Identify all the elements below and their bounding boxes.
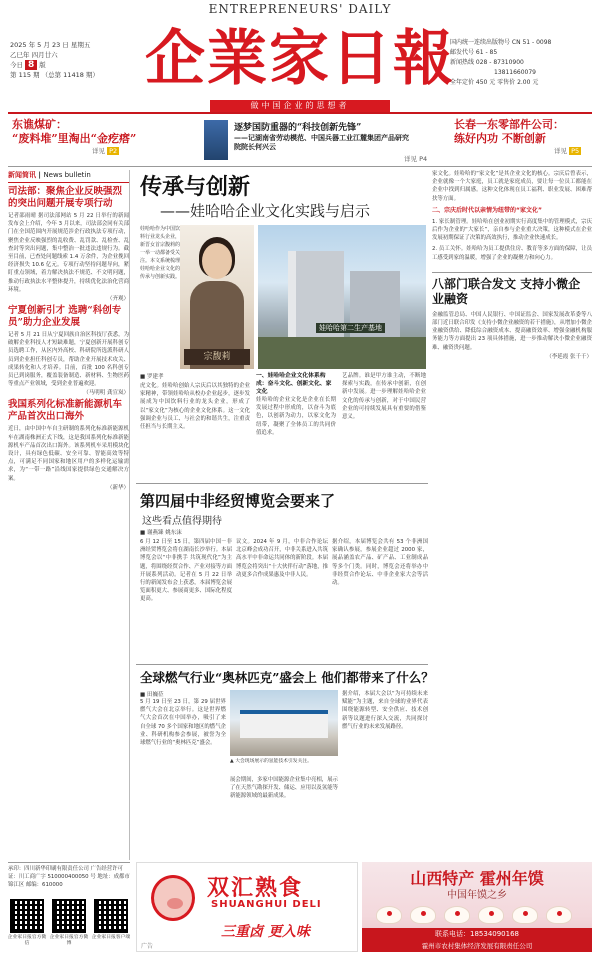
teaser-right[interactable]: [454, 118, 592, 166]
steamed-bun-icon: [410, 906, 436, 924]
teaser-right-line2: 练好内功 不断创新: [454, 132, 546, 145]
qr-label-2: 企业家日报官方微博: [49, 935, 89, 946]
ad-right-subtitle: 中国年馍之乡: [447, 890, 507, 901]
right-column: [432, 170, 592, 860]
ad-brand-name: 双汇熟食: [207, 875, 304, 901]
bulletin-3-body: 近日，由中国中车自主研制的系列化标准新能源机车在湖南株洲正式下线，这是我国系列化标准新能源机车产品首次出口海外。该系列机车采用模块化设计，具有绿色低碳、安全可靠、智能高效等特点，可满足不同国家和地区用户的多样化运输需求，为“一带一路”沿线国家提供绿色交通解决方案。: [8, 426, 129, 482]
teaser-right-tag: 详见 P5: [554, 147, 580, 155]
shuanghui-advertisement[interactable]: [136, 862, 358, 952]
ad-brand-english: SHUANGHUI DELI: [211, 899, 322, 910]
portrait-nameplate: 宗馥莉: [184, 349, 250, 365]
front-teasers: [8, 118, 592, 166]
gas-conference-title: 全球燃气行业“奥林匹克”盛会上 他们都带来了什么？: [140, 670, 434, 685]
masthead-rule: [8, 112, 592, 114]
steamed-bun-icon: [512, 906, 538, 924]
expo-story-title: 第四届中非经贸博览会要来了: [140, 492, 336, 510]
ad-slogan: 三重卤 更入味: [221, 924, 310, 940]
qr-label-1: 企业家日报官方微信: [7, 935, 47, 946]
lead-story-subtitle: ——娃哈哈企业文化实践与启示: [160, 202, 371, 220]
ad-label: 广告: [141, 943, 154, 950]
post-code: 邮发代号 61 - 85: [450, 49, 498, 56]
expo-story-subtitle: 这些看点值得期待: [142, 516, 222, 527]
sme-financing-title[interactable]: 八部门联合发文 支持小微企业融资: [432, 272, 592, 307]
lead-story-col-1: ■ 罗建孝 虎文化。娃哈哈创始人宗庆后以其独特的企业家精神，带领娃哈哈从校办企业起步，逐步发展成为中国饮料行业的龙头企业，形成了以“家文化”为核心的企业文化体系。这一文化强调企业与员工、与社会的和谐共生，注重责任担当与长期主义。: [140, 374, 250, 431]
right-body-3: 2. 员工关怀。娃哈哈为员工提供住房、教育等多方面的保障，让员工感受到家的温暖，增强了企业的凝聚力和向心力。: [432, 246, 592, 261]
expo-story-byline: ■ 谢燕臻 姚东沫: [140, 530, 182, 536]
footer-imprint: 承印：四川新华印刷有限责任公司 广告经营许可证：川工商广字 510000400050 号 地址：成都市锦江区 邮编：610000: [8, 866, 130, 889]
lunar-line: 乙巳年 四月廿六: [10, 51, 58, 59]
expo-story-col-3: 据介绍，本届博览会共有 53 个非洲国家确认参展，参展企业超过 2000 家，展品涵盖农产品、矿产品、工业制成品等多个门类。同时，博览会还将举办中非经贸合作论坛、中非企业家大会等活动。: [332, 539, 428, 587]
right-body-2: 1. 家长制管理。娃哈哈在创业初期实行高度集中的管理模式，宗庆后作为企业的“大家长”，亲自参与企业重大决策，这种模式在企业发展初期保证了决策的高效执行，推动企业快速成长。: [432, 218, 592, 242]
gas-conference-byline: ■ 田巍莅: [140, 692, 164, 698]
teaser-right-line1: 长春一东零部件公司：: [454, 118, 564, 131]
lead-story-building-photo: [258, 225, 426, 369]
news-bulletin-header: 新闻简讯 | News bulletin: [8, 170, 129, 183]
expo-story-headline[interactable]: [136, 483, 428, 527]
page-count-number: 8: [25, 60, 37, 70]
lead-story-subhead: 一、娃哈哈企业文化体系构成：奋斗文化、创新文化、家文化: [256, 373, 332, 395]
gas-conference-col-3: 据介绍，本届大会以“为可持续未来赋能”为主题，来自全球的业界代表围绕能源转型、安全供应、技术创新等议题进行深入交流，共同探讨燃气行业的未来发展路径。: [342, 691, 428, 730]
masthead-date-block: [10, 40, 99, 80]
qr-code-icon[interactable]: [94, 899, 128, 933]
masthead-publication-info: [450, 38, 590, 88]
ad-right-title: 山西特产 霍州年馍: [410, 869, 544, 888]
gas-conference-col-1: 5 月 19 日至 23 日，第 29 届世界燃气大会在北京举行。这是世界燃气大会首次在中国举办，吸引了来自全球 70 多个国家和地区的燃气企业、科研机构参会参展，被誉为全球燃气行业的“奥林匹克”盛会。: [140, 699, 226, 747]
teaser-left-line1: 东谯煤矿：: [12, 118, 67, 131]
gas-conference-col-2: 展会期间，多家中国能源企业集中亮相，展示了在天然气勘探开发、储运、应用以及氢能等新能源领域的最新成果。: [230, 777, 338, 800]
footer-info: [8, 862, 130, 952]
bulletin-2-byline: （马明明 龚宣岚）: [83, 390, 129, 397]
bulletin-2-body: 记者 5 月 21 日从宁夏回族自治区科技厅获悉，为破解企业科技人才短缺难题，宁夏创新开展科创专员选聘工作，从区内外高校、科研院所选派科研人员到企业担任科创专员，帮助企业开展技术攻关、成果转化和人才培养。目前，首批 100 名科创专员已到岗服务，覆盖装备制造、新材料、生物医药等重点产业领域，受到企业普遍欢迎。: [8, 332, 129, 388]
lead-story-portrait: [180, 225, 254, 369]
teaser-middle-subtitle: ——记湖南省劳动模范、中国兵器工业江麓集团产品研究院院长何兴云: [234, 134, 409, 151]
cn-code: 国内统一连续出版物号 CN 51 - 0098: [450, 39, 552, 46]
sme-financing-byline: （李延霞 张千千）: [546, 353, 592, 360]
masthead-title: 企業家日報: [145, 24, 455, 94]
qr-code-icon[interactable]: [52, 899, 86, 933]
building-sign: 娃哈哈第二生产基地: [316, 323, 385, 333]
lead-story-col-2: 一、娃哈哈企业文化体系构成：奋斗文化、创新文化、家文化 娃哈哈的企业文化是企业在长期发展过程中形成的，以奋斗为底色，以创新为动力，以家文化为纽带，凝聚了全体员工的共同价值追求。: [256, 373, 336, 436]
qr-code-icon[interactable]: [10, 899, 44, 933]
date-line: 2025 年 5 月 23 日 星期五: [10, 41, 91, 49]
teaser-left-tag: 详见 P2: [92, 147, 118, 155]
right-body-1: 家文化。娃哈哈的“家文化”是其企业文化的核心。宗庆后曾表示，企业就像一个大家庭，员工就是家庭成员，要让每一位员工都能在企业中找到归属感。这种文化体现在员工福利、职业发展、困难帮扶等方面。: [432, 171, 592, 202]
bulletin-3-title[interactable]: 我国系列化标准新能源机车产品首次出口海外: [8, 399, 123, 423]
hotline-2: 13811660079: [494, 69, 536, 76]
section-rule: [8, 166, 592, 167]
ad-right-phone: 联系电话：18534090168: [362, 928, 592, 940]
lead-story-quote: 娃哈哈作为中国饮料行业龙头企业，新晋女首宗馥莉的一举一动都备受关注。本文系统梳理娃哈哈企业文化的传承与创新实践。: [140, 226, 181, 280]
pig-logo-icon: [151, 875, 195, 921]
teaser-middle-photo: [204, 120, 228, 160]
teaser-middle-tag: 详见 P4: [404, 155, 428, 163]
teaser-left-line2: “废料堆”里淘出“金疙瘩”: [12, 132, 137, 145]
masthead-english-name: ENTREPRENEURS' DAILY: [208, 2, 392, 16]
right-subhead: 二、宗庆后时代以亲情为纽带的“家文化”: [432, 206, 542, 214]
masthead: [0, 0, 600, 112]
gas-conference-headline[interactable]: [136, 664, 434, 686]
price: 全年定价 450 元 零售价 2.00 元: [450, 79, 539, 86]
teaser-middle[interactable]: [204, 118, 452, 166]
lead-story-col-3: 艺品牌。谁是甲方谁主动，不断地探索与实践，在传承中创新，在创新中发展。进一步理解娃哈哈企业文化的传承与创新，对于中国民营企业的可持续发展具有重要的借鉴意义。: [342, 373, 426, 421]
steamed-bun-icon: [376, 906, 402, 924]
page-count: 今日 8 版: [10, 60, 46, 70]
ad-right-company: 霍州市农村集体经济发展有限责任公司: [362, 940, 592, 952]
hotline: 新闻热线 028 - 87310900: [450, 59, 524, 66]
bulletin-1-title[interactable]: 司法部：聚焦企业反映强烈的突出问题开展专项行动: [8, 186, 123, 209]
sme-financing-body: 金融监管总局、中国人民银行、中国证监会、国家发展改革委等八部门近日联合印发《支持小微企业融资的若干措施》，从增加小微企业融资供给、降低综合融资成本、提高融资效率、增强金融机构服务能力等方面提出 23 项具体措施，进一步推动解决小微企业融资难、融资贵问题。: [432, 311, 592, 351]
lead-story-title: 传承与创新: [140, 174, 251, 200]
steamed-bun-icon: [546, 906, 572, 924]
masthead-motto: 做中国企业的思想者: [210, 100, 390, 112]
huozhou-bun-advertisement[interactable]: [362, 862, 592, 952]
bulletin-1-byline: （齐观）: [106, 296, 129, 303]
issue-line: 第 115 期 （总第 11418 期）: [10, 71, 99, 79]
lead-story-byline: ■ 罗建孝: [140, 374, 164, 380]
news-bulletin-column: [8, 170, 130, 860]
gas-conference-photo: [230, 690, 338, 756]
gas-conference-caption: ▲ 大会现场展示的氢能技术引发关注。: [230, 759, 312, 764]
teaser-left[interactable]: [12, 118, 192, 166]
bulletin-2-title[interactable]: 宁夏创新引才 选聘“科创专员”助力企业发展: [8, 305, 122, 329]
expo-story-col-1: 6 月 12 日至 15 日，第四届中国－非洲经贸博览会将在湖南长沙举行。本届博览会以“中非携手 共筑现代化”为主题，将围绕经贸合作、产业对接等方面开展系列活动。记者在 5 月 22 日举行的新闻发布会上获悉，本届博览会展览面积更大、参展商更多、国际化程度更高。: [140, 539, 232, 603]
bulletin-3-byline: （新华）: [106, 484, 129, 491]
steamed-bun-icon: [478, 906, 504, 924]
steamed-bun-icon: [444, 906, 470, 924]
expo-story-col-2: 议文。2024 年 9 月，中非合作论坛北京峰会成功召开，中非关系进入共筑高水平中非命运共同体的新阶段。本届博览会将突出“十大伙伴行动”落地，推动更多合作成果惠及中非人民。: [236, 539, 328, 578]
qr-label-3: 企业家日报客户端: [91, 935, 131, 940]
bulletin-1-body: 记者邵雨晴 据司法部网站 5 月 22 日举行的新闻发布会上介绍，今年 3 月以来，司法部会同有关部门在全国范围内开展规范涉企行政执法专项行动，聚焦企业反映强烈的乱收费、乱罚款、乱检查、乱查封等突出问题，集中整治一批违法违规行为。截至目前，已查处问题线索 1.4 万余件，为企业挽回经济损失 10.6 亿元。专项行动坚持问题导向，紧盯重点领域，着力解决执法不规范、不文明问题，推动行政执法水平整体提升，持续优化法治化营商环境。: [8, 213, 129, 293]
teaser-middle-title: 逐梦国防重器的“科技创新先锋”: [234, 123, 362, 133]
